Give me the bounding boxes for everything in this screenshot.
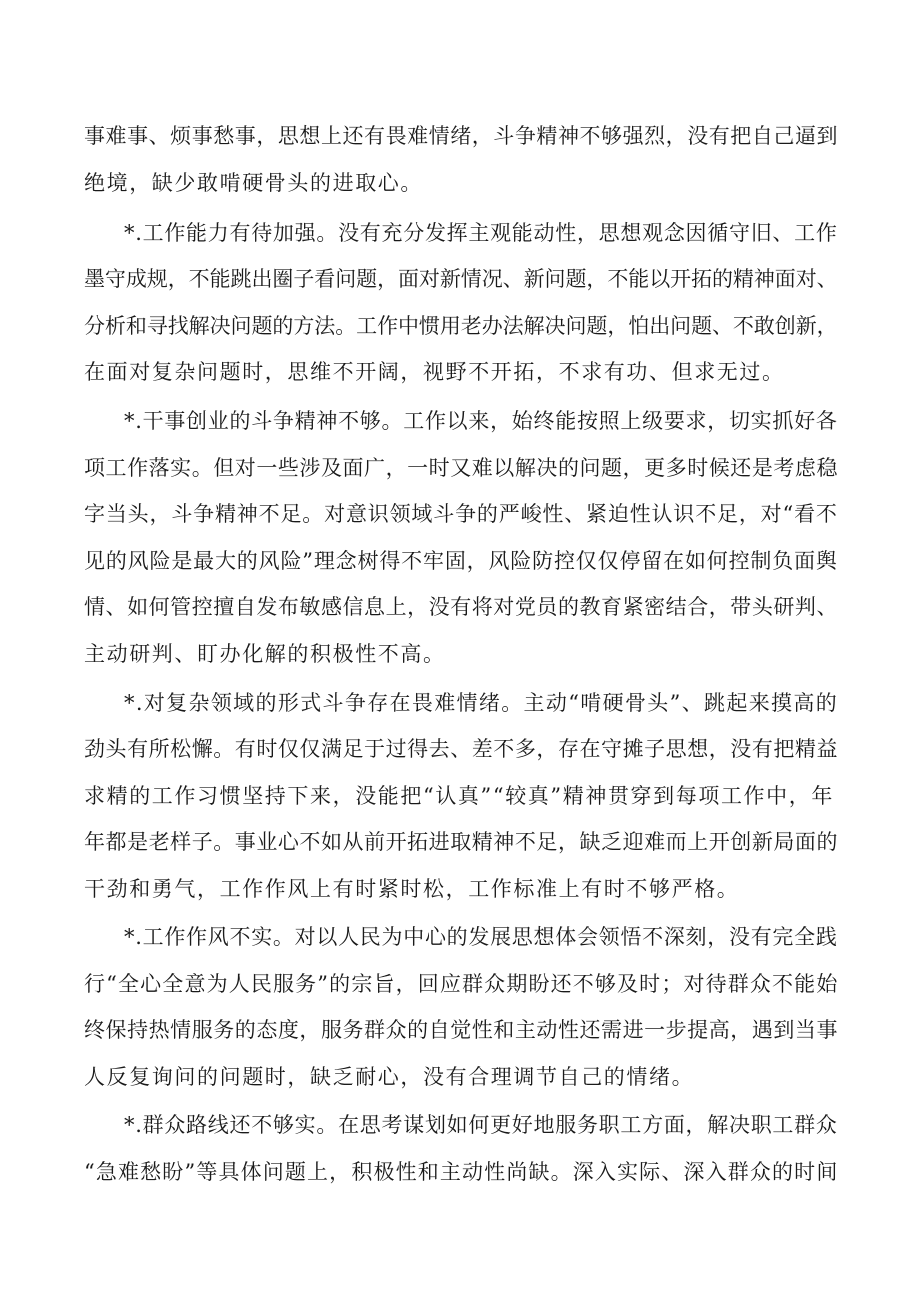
text-line: *.群众路线还不够实。在思考谋划如何更好地服务职工方面，解决职工群众	[124, 1113, 838, 1137]
text-line: *.工作能力有待加强。没有充分发挥主观能动性，思想观念因循守旧、工作	[124, 221, 838, 245]
text-line: 墨守成规，不能跳出圈子看问题，面对新情况、新问题，不能以开拓的精神面对、	[84, 267, 838, 291]
text-line: 人反复询问的问题时，缺乏耐心，没有合理调节自己的情绪。	[84, 1065, 695, 1089]
text-line: *.工作作风不实。对以人民为中心的发展思想体会领悟不深刻，没有完全践	[124, 925, 838, 949]
text-line: 分析和寻找解决问题的方法。工作中惯用老办法解决问题，怕出问题、不敢创新，	[84, 314, 838, 338]
text-line: 情、如何管控擅自发布敏感信息上，没有将对党员的教育紧密结合，带头研判、	[84, 595, 838, 619]
text-line: “急难愁盼”等具体问题上，积极性和主动性尚缺。深入实际、深入群众的时间	[84, 1160, 839, 1184]
text-line: *.干事创业的斗争精神不够。工作以来，始终能按照上级要求，切实抓好各	[124, 409, 838, 433]
text-line: *.对复杂领域的形式斗争存在畏难情绪。主动“啃硬骨头”、跳起来摸高的	[124, 691, 839, 715]
text-line: 求精的工作习惯坚持下来，没能把“认真”“较真”精神贯穿到每项工作中，年	[84, 784, 834, 808]
text-line: 项工作落实。但对一些涉及面广，一时又难以解决的问题，更多时候还是考虑稳	[84, 456, 838, 480]
text-line: 干劲和勇气，工作作风上有时紧时松，工作标准上有时不够严格。	[84, 877, 740, 901]
text-line: 见的风险是最大的风险”理念树得不牢固，风险防控仅仅停留在如何控制负面舆	[84, 549, 838, 573]
text-line: 事难事、烦事愁事，思想上还有畏难情绪，斗争精神不够强烈，没有把自己逼到	[84, 124, 838, 148]
text-line: 终保持热情服务的态度，服务群众的自觉性和主动性还需进一步提高，遇到当事	[84, 1018, 838, 1042]
text-line: 行“全心全意为人民服务”的宗旨，回应群众期盼还不够及时；对待群众不能始	[84, 972, 839, 996]
text-line: 绝境，缺少敢啃硬骨头的进取心。	[84, 171, 423, 195]
text-line: 在面对复杂问题时，思维不开阔，视野不开拓，不求有功、但求无过。	[84, 360, 785, 384]
text-line: 字当头，斗争精神不足。对意识领域斗争的严峻性、紧迫性认识不足，对“看不	[84, 502, 838, 526]
text-line: 劲头有所松懈。有时仅仅满足于过得去、差不多，存在守摊子思想，没有把精益	[84, 737, 838, 761]
text-line: 年都是老样子。事业心不如从前开拓进取精神不足，缺乏迎难而上开创新局面的	[84, 830, 838, 854]
text-line: 主动研判、盯办化解的积极性不高。	[84, 642, 446, 666]
